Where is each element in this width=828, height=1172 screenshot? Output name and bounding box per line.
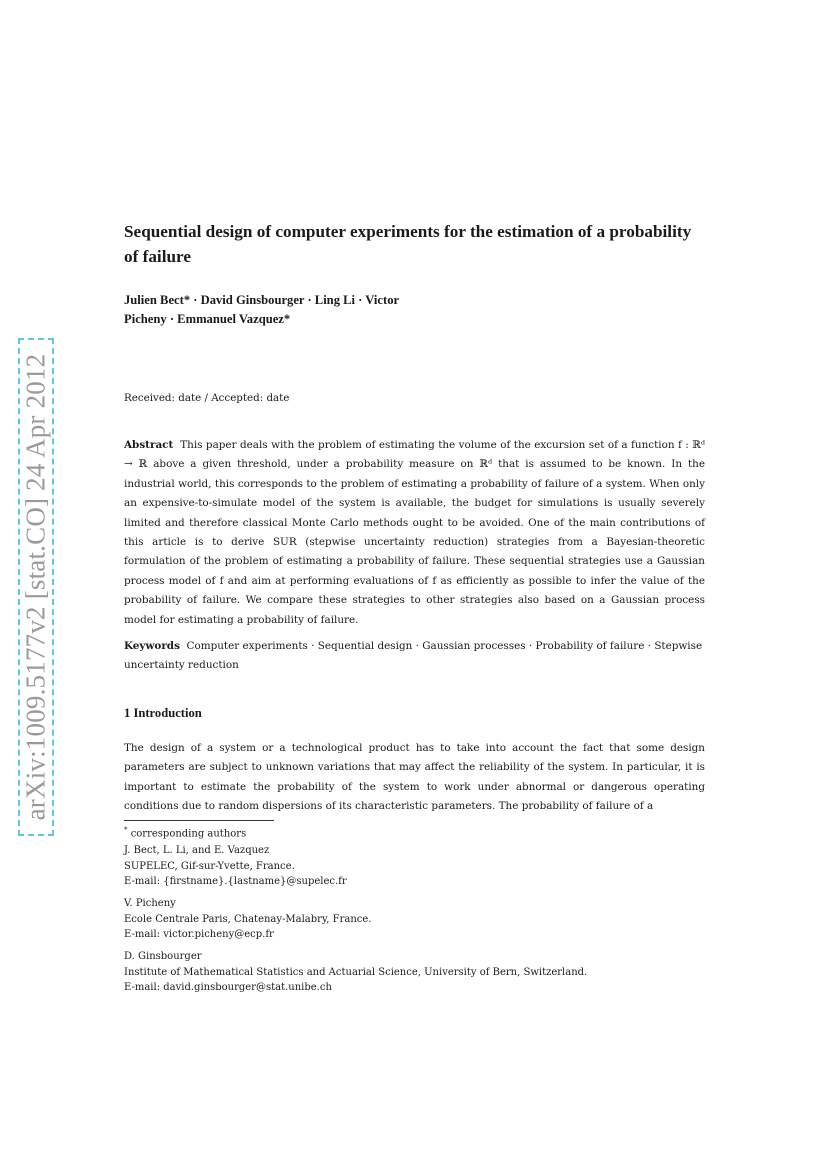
authors-line-1: Julien Bect* · David Ginsbourger · Ling Li · Victor xyxy=(124,293,400,307)
section-heading: 1 Introduction xyxy=(124,706,202,720)
footnote-rule xyxy=(124,820,274,821)
keywords-label: Keywords xyxy=(124,640,180,652)
footnote-affiliation-ecp: V. Picheny Ecole Centrale Paris, Chatenay-Malabry, France. E-mail: victor.picheny@ecp.fr xyxy=(124,898,372,941)
keywords xyxy=(124,637,705,676)
star-marker: * xyxy=(124,826,128,834)
footnote-affiliation-supelec: J. Bect, L. Li, and E. Vazquez SUPELEC, Gif-sur-Yvette, France. E-mail: {firstname}.{lastname}@supelec.fr xyxy=(124,845,347,888)
received-accepted-dates: Received: date / Accepted: date xyxy=(124,392,290,404)
introduction-text: The design of a system or a technological product has to take into account the fact that some design parameters are subject to unknown variations that may affect the reliability of the system. In particular, it is important to estimate the probability of the system to work under abnormal or dangerous operating conditions due to random dispersions of its characteristic parameters. The probability of failure of a xyxy=(124,742,705,813)
footnote-corresponding: * corresponding authors xyxy=(124,826,247,840)
abstract-label: Abstract xyxy=(124,439,174,451)
keywords-text: Computer experiments · Sequential design · Gaussian processes · Probability of failure · Stepwise uncertainty reduction xyxy=(124,640,703,672)
footnote-affiliation-bern: D. Ginsbourger Institute of Mathematical Statistics and Actuarial Science, University of Bern, Switzerland. E-mail: david.ginsbourger@stat.unibe.ch xyxy=(124,951,588,994)
author-list xyxy=(124,291,705,329)
authors-line-2: Picheny · Emmanuel Vazquez* xyxy=(124,312,291,326)
abstract-text: This paper deals with the problem of estimating the volume of the excursion set of a function f : ℝᵈ → ℝ above a given threshold, under a probability measure on ℝᵈ that is assumed to be known. In the industrial world, this corresponds to the problem of estimating a probability of failure of a system. When only an expensive-to-simulate model of the system is available, the budget for simulations is usually severely limited and therefore classical Monte Carlo methods ought to be avoided. One of the main contributions of this article is to derive SUR (stepwise uncertainty reduction) strategies from a Bayesian-theoretic formulation of the problem of estimating a probability of failure. These sequential strategies use a Gaussian process model of f and aim at performing evaluations of f as efficiently as possible to infer the value of the probability of failure. We compare these strategies to other strategies also based on a Gaussian process model for estimating a probability of failure. xyxy=(124,439,705,626)
arxiv-identifier: arXiv:1009.5177v2 [stat.CO] 24 Apr 2012 xyxy=(20,353,51,821)
paper-title: Sequential design of computer experiments for the estimation of a probability of failure xyxy=(124,222,692,266)
arxiv-stamp xyxy=(18,338,54,836)
abstract xyxy=(124,436,705,630)
